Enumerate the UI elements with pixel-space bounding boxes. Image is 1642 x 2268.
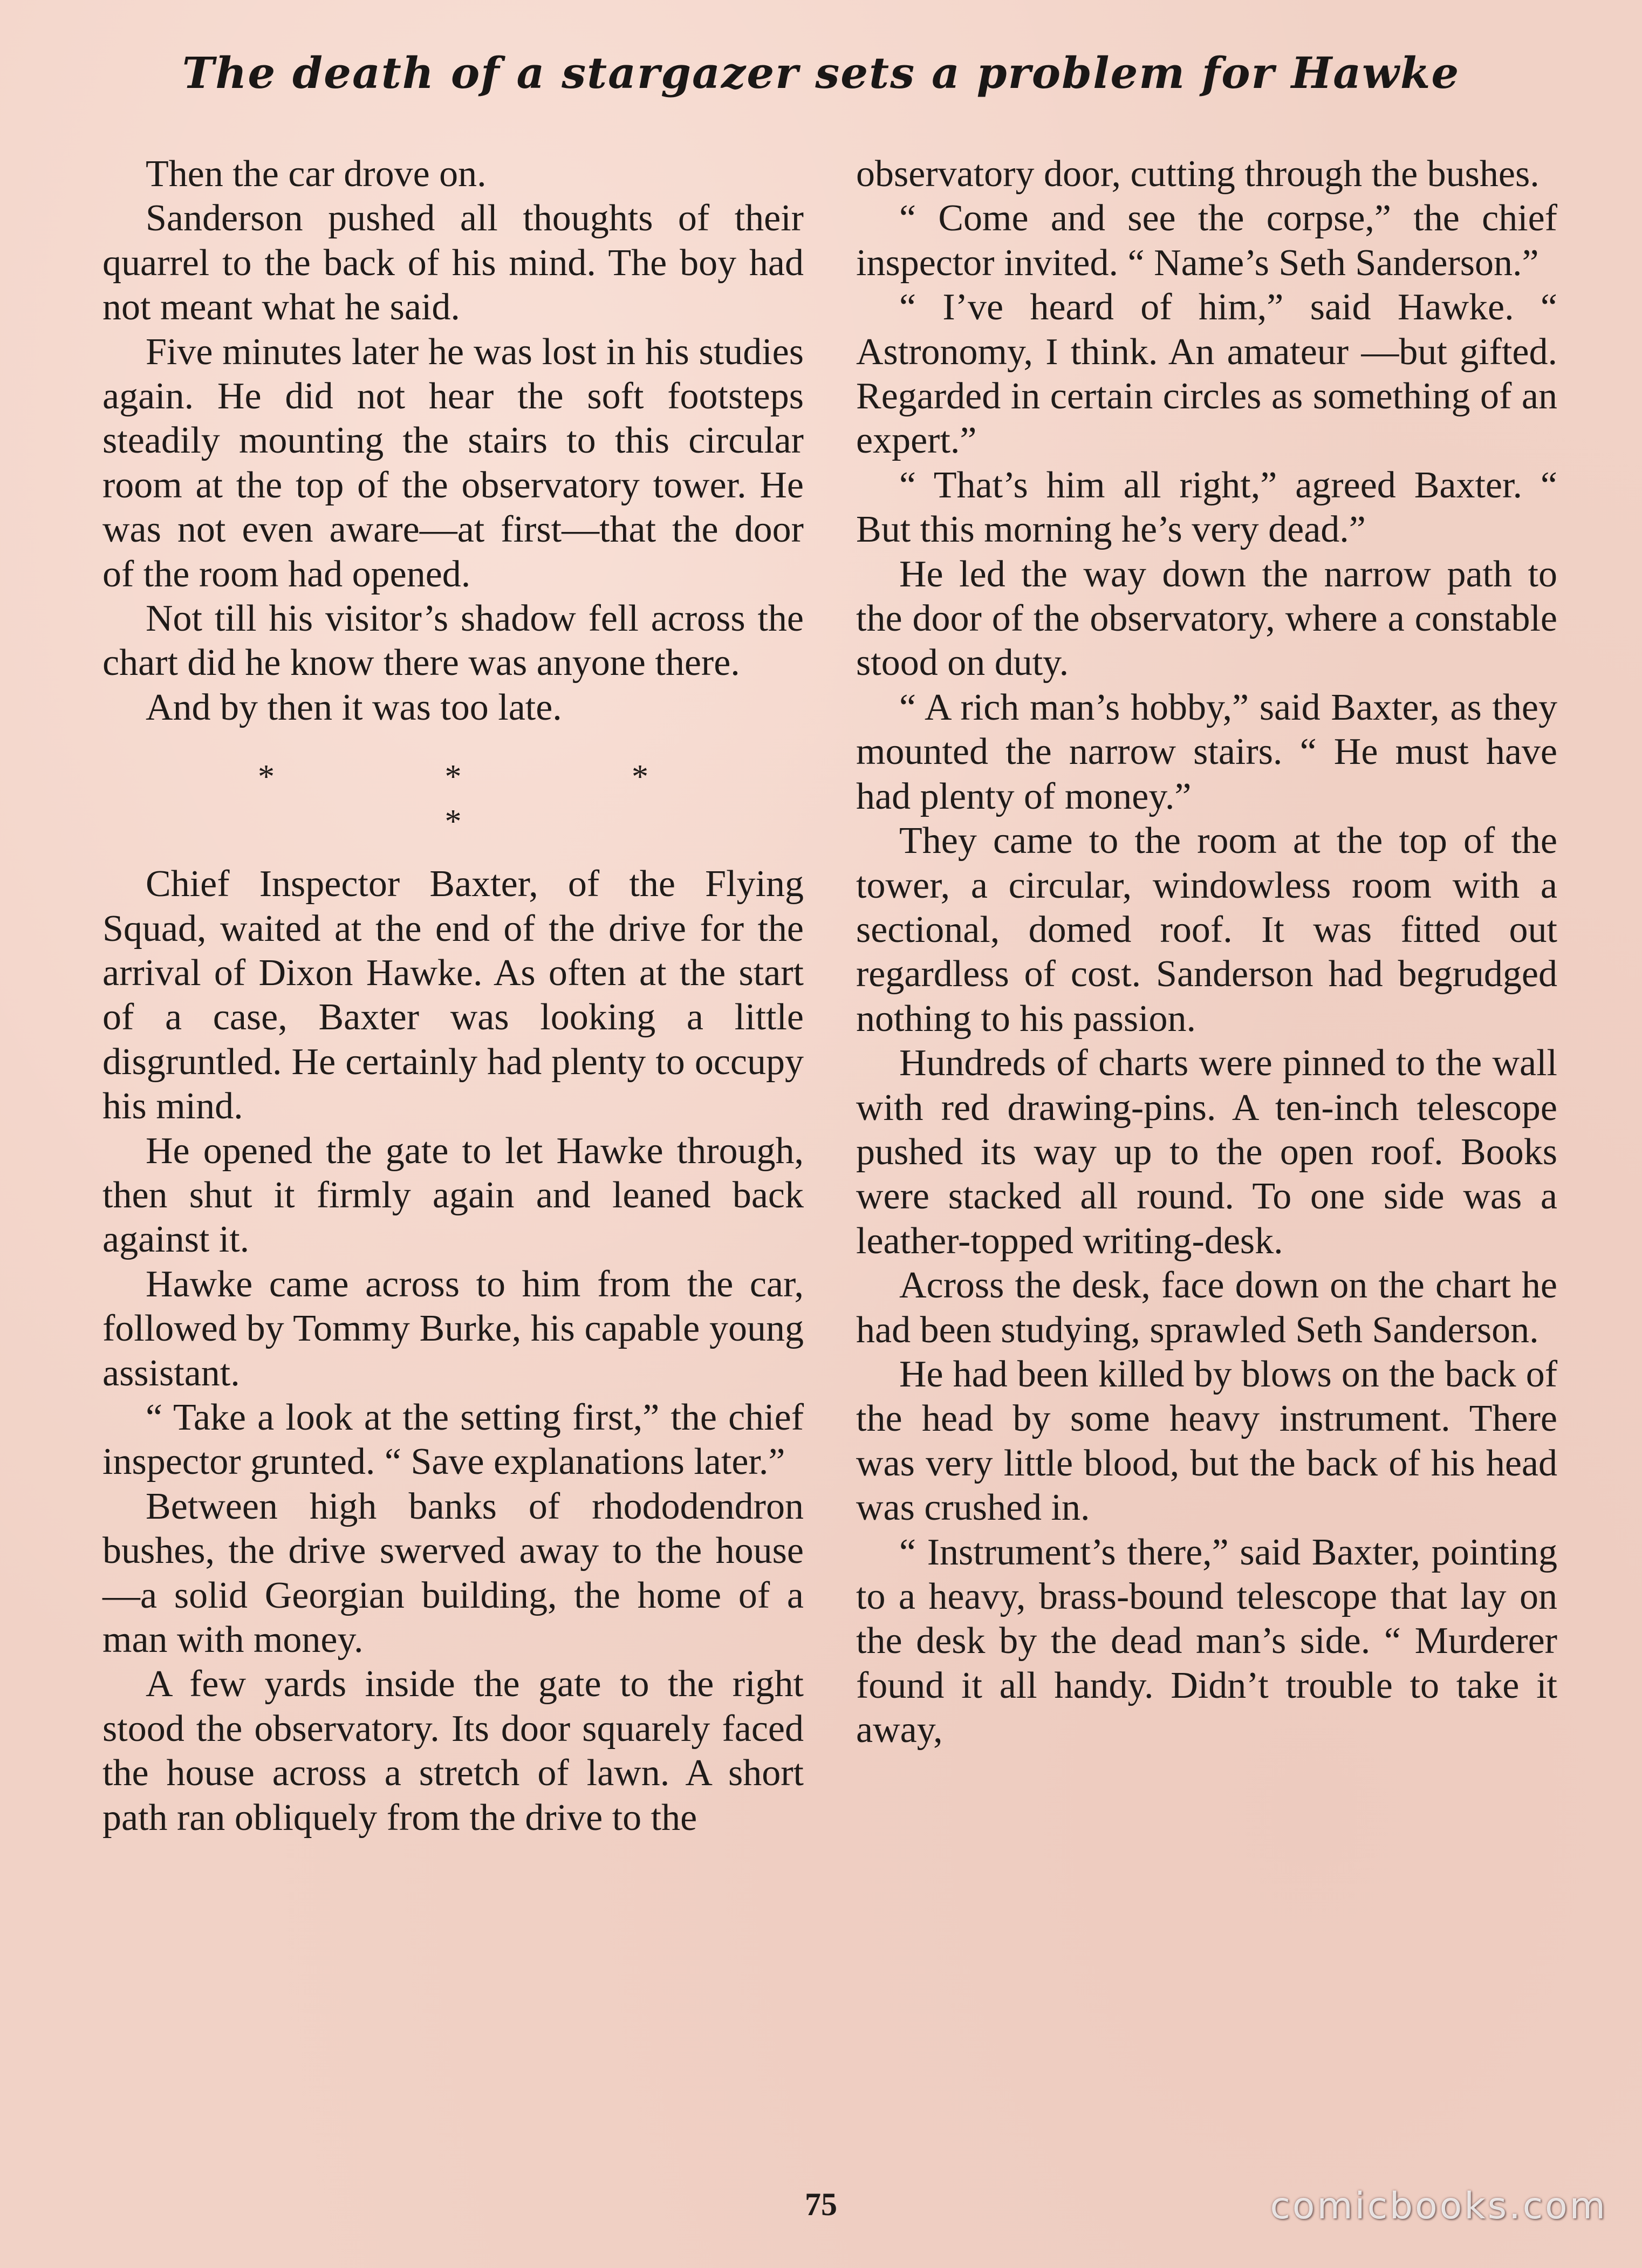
section-break-asterisks: * * * *	[258, 759, 729, 840]
paragraph: Hawke came across to him from the car, followed by Tommy Burke, his capable young assistant.	[102, 1263, 804, 1394]
paragraph: Five minutes later he was lost in his studies again. He did not hear the soft footsteps steadily mounting the stairs to this circular room at the top of the observatory tower. He was not even aware—at first—that the door of the room had opened.	[102, 331, 804, 595]
paragraph: He opened the gate to let Hawke through, then shut it firmly again and leaned back against it.	[102, 1130, 804, 1261]
left-text-column	[102, 152, 804, 1840]
right-text-column	[856, 152, 1557, 1753]
paragraph: “ A rich man’s hobby,” said Baxter, as they mounted the narrow stairs. “ He must have had plenty of money.”	[856, 686, 1557, 817]
paragraph: Then the car drove on.	[146, 153, 487, 195]
paragraph: “ Take a look at the setting first,” the chief inspector grunted. “ Save explanations later.”	[102, 1396, 804, 1483]
paragraph: And by then it was too late.	[146, 686, 562, 728]
paragraph: “ Come and see the corpse,” the chief inspector invited. “ Name’s Seth Sanderson.”	[856, 197, 1557, 284]
paragraph: He led the way down the narrow path to the door of the observatory, where a constable stood on duty.	[856, 553, 1557, 684]
paragraph: Sanderson pushed all thoughts of their quarrel to the back of his mind. The boy had not meant what he said.	[102, 197, 804, 329]
paragraph: They came to the room at the top of the tower, a circular, windowless room with a sectional, domed roof. It was fitted out regardless of cost. Sanderson had begrudged nothing to his passion.	[856, 820, 1557, 1040]
paragraph: “ Instrument’s there,” said Baxter, pointing to a heavy, brass-bound telescope that lay on the desk by the dead man’s side. “ Murderer found it all handy. Didn’t trouble to take it away,	[856, 1531, 1557, 1751]
paragraph: “ I’ve heard of him,” said Hawke. “ Astronomy, I think. An amateur —but gifted. Regarded in certain circles as something of an expert.”	[856, 286, 1557, 462]
site-watermark: comicbooks.com	[1270, 2185, 1607, 2228]
paragraph: A few yards inside the gate to the right stood the observatory. Its door squarely faced the house across a stretch of lawn. A short path ran obliquely from the drive to the	[102, 1663, 804, 1839]
page-header-title: The death of a stargazer sets a problem for Hawke	[182, 47, 1460, 98]
paragraph: Hundreds of charts were pinned to the wall with red drawing-pins. A ten-inch telescope pushed its way up to the open roof. Books were stacked all round. To one side was a leather-topped writing-desk.	[856, 1042, 1557, 1262]
paragraph: Between high banks of rhododendron bushes, the drive swerved away to the house—a solid Georgian building, the home of a man with money.	[102, 1485, 804, 1661]
paragraph: “ That’s him all right,” agreed Baxter. “ But this morning he’s very dead.”	[856, 464, 1557, 551]
paragraph: Not till his visitor’s shadow fell across the chart did he know there was anyone there.	[102, 598, 804, 684]
paragraph: Across the desk, face down on the chart he had been studying, sprawled Seth Sanderson.	[856, 1265, 1557, 1351]
paragraph-continued: observatory door, cutting through the bushes.	[856, 153, 1540, 195]
paragraph: Chief Inspector Baxter, of the Flying Squad, waited at the end of the drive for the arrival of Dixon Hawke. As often at the start of a case, Baxter was looking a little disgruntled. He certainly had plenty to occupy his mind.	[102, 863, 804, 1128]
page-number: 75	[805, 2187, 837, 2222]
paragraph: He had been killed by blows on the back of the head by some heavy instrument. There was very little blood, but the back of his head was crushed in.	[856, 1353, 1557, 1529]
